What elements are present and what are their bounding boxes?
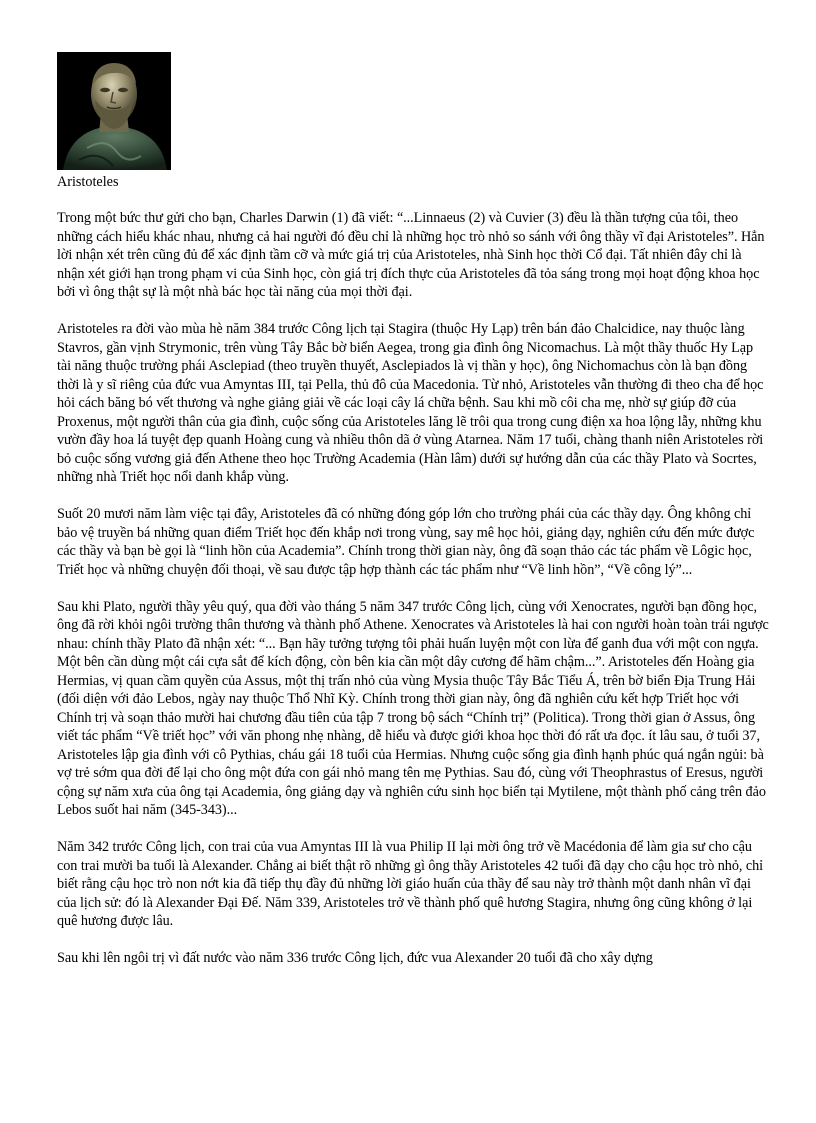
figure-caption: Aristoteles bbox=[57, 174, 119, 190]
paragraph-intro: Trong một bức thư gửi cho bạn, Charles Darwin (1) đã viết: “...Linnaeus (2) và Cuvier (3) đều là thần tượng của tôi, theo những cách hiểu khác nhau, nhưng cả hai người đó đều chỉ là những học trò nhỏ so sánh với ông thầy vĩ đại Aristoteles”. Hẳn lời nhận xét trên cũng đủ để xác định tầm cỡ và mức giá trị của Aristoteles, nhà Sinh học thời Cổ đại. Tất nhiên đây chỉ là nhận xét giới hạn trong phạm vi của Sinh học, còn giá trị đích thực của Aristoteles đã tỏa sáng trong mọi hoạt động khoa học bởi vì ông thật sự là một nhà bác học tài năng của mọi thời đại. bbox=[57, 210, 765, 300]
paragraph-academia: Suốt 20 mươi năm làm việc tại đây, Aristoteles đã có những đóng góp lớn cho trường phái của các thầy dạy. Ông không chỉ bảo vệ truyền bá những quan điểm Triết học đến khắp nơi trong vùng, say mê học hỏi, giảng dạy, nghiên cứu đến mức được các thầy và bạn bè gọi là “linh hồn của Academia”. Chính trong thời gian này, ông đã soạn thảo các tác phẩm về Lôgic học, Triết học và những chuyện đối thoại, về sau được tập hợp thành các tác phẩm như “Về linh hồn”, “Về công lý”... bbox=[57, 506, 755, 578]
document-page bbox=[57, 52, 769, 968]
paragraph-alexander-reign: Sau khi lên ngôi trị vì đất nước vào năm 336 trước Công lịch, đức vua Alexander 20 tuổi đã cho xây dựng bbox=[57, 950, 653, 966]
aristotle-portrait bbox=[57, 52, 769, 170]
paragraph-birth: Aristoteles ra đời vào mùa hè năm 384 trước Công lịch tại Stagira (thuộc Hy Lạp) trên bán đảo Chalcidice, nay thuộc làng Stavros, gần vịnh Strymonic, trên vùng Tây Bắc bờ biển Aegea, trong gia đình ông Nicomachus. Là một thầy thuốc Hy Lạp tài năng thuộc trường phái Asclepiad (theo truyền thuyết, Asclepiados là vị thần y học), ông Nichomachus còn là bạn đồng thời là y sĩ riêng của đức vua Amyntas III, tại Pella, thủ đô của Macedonia. Từ nhỏ, Aristoteles vẫn thường đi theo cha để học hỏi cách băng bó vết thương và nghe giảng giải về các loại cây lá chữa bệnh. Sau khi mồ côi cha mẹ, nhờ sự giúp đỡ của Proxenus, một người thân của gia đình, cuộc sống của Aristoteles lăng lẽ trôi qua trong cung điện xa hoa lộng lẫy, những khu vườn đầy hoa lá tuyệt đẹp quanh Hoàng cung và nhiều thôn dã ở vùng Atarnea. Năm 17 tuổi, chàng thanh niên Aristoteles rời bỏ cuộc sống vương giả đến Athene theo học Trường Academia (Hàn lâm) dưới sự hướng dẫn của các thầy Plato và Socrtes, những nhà Triết học nổi danh khắp vùng. bbox=[57, 321, 764, 485]
bust-image bbox=[57, 52, 171, 170]
paragraph-assus: Sau khi Plato, người thầy yêu quý, qua đời vào tháng 5 năm 347 trước Công lịch, cùng với Xenocrates, người bạn đồng học, ông đã rời khỏi ngôi trường thân thương và thành phố Athene. Xenocrates và Aristoteles là hai con người hoàn toàn trái ngược nhau: chính thầy Plato đã nhận xét: “... Bạn hãy tưởng tượng tôi phải huấn luyện một con lừa để ganh đua với một con ngựa. Một bên cần dùng một cái cựa sắt để kích động, còn bên kia cần một dây cương để hãm chậm...”. Aristoteles đến Hoàng gia Hermias, vị quan cầm quyền của Assus, một thị trấn nhỏ của vùng Mysia thuộc Tây Bắc Tiểu Á, trên bờ biển Địa Trung Hải (đối diện với đảo Lebos, ngày nay thuộc Thổ Nhĩ Kỳ. Chính trong thời gian này, ông đã nghiên cứu kết hợp Triết học với Chính trị và soạn thảo mười hai chương đầu tiên của tập 7 trong bộ sách “Chính trị” (Politica). Trong thời gian ở Assus, ông viết tác phẩm “Về triết học” với văn phong nhẹ nhàng, dễ hiểu và được giới khoa học thời đó rất ưa đọc. ít lâu sau, ở tuổi 37, Aristoteles lập gia đình với cô Pythias, cháu gái 18 tuổi của Hermias. Nhưng cuộc sống gia đình hạnh phúc quá ngắn ngủi: bà vợ trẻ sớm qua đời để lại cho ông một đứa con gái nhỏ mang tên mẹ Pythias. Sau đó, cùng với Theophrastus of Eresus, người cộng sự năm xưa của ông tại Academia, ông giảng dạy và nghiên cứu sinh học biển tại Mytilene, một thành phố cảng trên đảo Lebos suốt hai năm (345-343)... bbox=[57, 598, 769, 818]
paragraph-alexander-tutor: Năm 342 trước Công lịch, con trai của vua Amyntas III là vua Philip II lại mời ông trở về Macédonia để làm gia sư cho cậu con trai mười ba tuổi là Alexander. Chẳng ai biết thật rõ những gì ông thầy Aristoteles 42 tuổi đã dạy cho cậu học trò nhỏ, chỉ biết rằng cậu học trò non nớt kia đã tiếp thụ đầy đủ những lời giáo huấn của thầy để sau này trở thành một danh nhân vĩ đại của lịch sử: đó là Alexander Đại Đế. Năm 339, Aristoteles trở về thành phố quê hương Stagira, nhưng ông cũng không ở lại quê hương được lâu. bbox=[57, 839, 764, 929]
